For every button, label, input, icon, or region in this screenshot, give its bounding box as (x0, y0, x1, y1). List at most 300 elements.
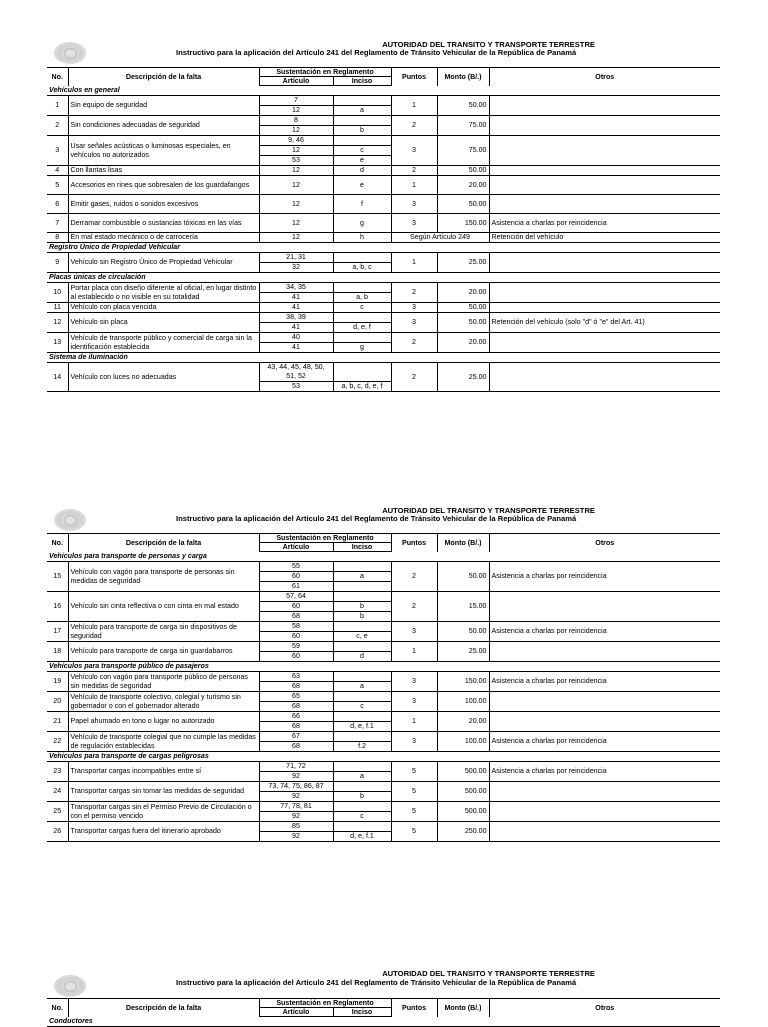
monto-cell: 250.00 (437, 822, 489, 842)
inciso-cell (333, 582, 391, 592)
puntos-cell: 3 (391, 313, 437, 333)
inciso-cell: a, b, c (333, 263, 391, 273)
otros-cell: Asistencia a charlas por reincidencia (489, 672, 720, 692)
authority-title: AUTORIDAD DEL TRANSITO Y TRANSPORTE TERRESTRE (382, 506, 595, 515)
puntos-cell: 3 (391, 214, 437, 233)
inciso-cell (333, 116, 391, 126)
inciso-cell: c (333, 812, 391, 822)
articulo-cell: 73, 74, 75, 86, 87 (259, 782, 333, 792)
inciso-cell: a (333, 682, 391, 692)
violation-description: Portar placa con diseño diferente al oficial, en lugar distinto al establecido o no visible en su totalidad (68, 283, 259, 303)
articulo-cell: 68 (259, 612, 333, 622)
monto-cell: 20.00 (437, 333, 489, 353)
violations-table (47, 533, 720, 842)
otros-cell (489, 283, 720, 303)
articulo-cell: 77, 78, 81 (259, 802, 333, 812)
row-number: 4 (47, 166, 68, 176)
section-title: Vehículos para transporte de cargas peligrosas (47, 752, 720, 762)
table-row (47, 214, 720, 233)
section-header-row (47, 552, 720, 562)
violation-description: Emitir gases, ruidos o sonidos excesivos (68, 195, 259, 214)
violation-description: Vehículo de transporte público y comercial de carga sin la identificación establecida (68, 333, 259, 353)
puntos-cell: 5 (391, 822, 437, 842)
table-row (47, 303, 720, 313)
otros-cell (489, 592, 720, 622)
inciso-cell: d, e, f.1 (333, 832, 391, 842)
row-number: 15 (47, 562, 68, 592)
table-row (47, 622, 720, 632)
document-subtitle: Instructivo para la aplicación del Artículo 241 del Reglamento de Tránsito Vehicular de la República de Panamá (176, 514, 577, 523)
puntos-cell: 2 (391, 363, 437, 392)
violation-description: Vehículo para transporte de carga sin guardabarros (68, 642, 259, 662)
row-number: 10 (47, 283, 68, 303)
inciso-cell (333, 642, 391, 652)
inciso-cell: b (333, 612, 391, 622)
violation-description: Vehículo sin placa (68, 313, 259, 333)
puntos-cell: 1 (391, 176, 437, 195)
inciso-cell (333, 136, 391, 146)
articulo-cell: 12 (259, 233, 333, 243)
articulo-cell: 32 (259, 263, 333, 273)
violations-table (47, 67, 720, 392)
articulo-cell: 61 (259, 582, 333, 592)
puntos-cell: 3 (391, 672, 437, 692)
row-number: 20 (47, 692, 68, 712)
table-row (47, 283, 720, 293)
column-header-monto: Monto (B/.) (437, 534, 489, 552)
violation-description: Vehículo sin Registro Único de Propiedad Vehicular (68, 253, 259, 273)
violation-description: Derramar combustible o sustancias tóxicas en las vías (68, 214, 259, 233)
inciso-cell (333, 283, 391, 293)
violation-description: Accesorios en rines que sobresalen de los guardafangos (68, 176, 259, 195)
puntos-cell: 2 (391, 116, 437, 136)
section-header-row (47, 752, 720, 762)
inciso-cell: d, e, f.1 (333, 722, 391, 732)
section-header-row (47, 273, 720, 283)
table-row (47, 166, 720, 176)
articulo-cell: 60 (259, 652, 333, 662)
row-number: 22 (47, 732, 68, 752)
table-row (47, 233, 720, 243)
articulo-cell: 34, 35 (259, 283, 333, 293)
column-header-monto: Monto (B/.) (437, 999, 489, 1017)
monto-cell: 50.00 (437, 195, 489, 214)
row-number: 24 (47, 782, 68, 802)
articulo-cell: 60 (259, 572, 333, 582)
puntos-cell: 3 (391, 732, 437, 752)
monto-cell: 150.00 (437, 672, 489, 692)
otros-cell (489, 802, 720, 822)
otros-cell (489, 782, 720, 802)
otros-cell (489, 363, 720, 392)
violation-description: Transportar cargas incompatibles entre sí (68, 762, 259, 782)
inciso-cell (333, 822, 391, 832)
table-row (47, 116, 720, 126)
row-number: 8 (47, 233, 68, 243)
inciso-cell (333, 762, 391, 772)
column-header-articulo: Artículo (259, 77, 333, 86)
articulo-cell: 41 (259, 323, 333, 333)
inciso-cell (333, 313, 391, 323)
otros-cell (489, 195, 720, 214)
table-row (47, 333, 720, 343)
articulo-cell: 12 (259, 146, 333, 156)
column-header-sustentacion: Sustentación en Reglamento (259, 534, 391, 543)
otros-cell: Asistencia a charlas por reincidencia (489, 762, 720, 782)
column-header-otros: Otros (489, 999, 720, 1017)
otros-cell: Asistencia a charlas por reincidencia (489, 562, 720, 592)
section-title: Placas únicas de circulación (47, 273, 720, 283)
violation-description: Vehículo de transporte colectivo, colegial y turismo sin gobernador o con el gobernador alterado (68, 692, 259, 712)
violation-description: En mal estado mecánico o de carrocería (68, 233, 259, 243)
violation-description: Vehículo con placa vencida (68, 303, 259, 313)
row-number: 17 (47, 622, 68, 642)
articulo-cell: 41 (259, 293, 333, 303)
otros-cell (489, 303, 720, 313)
otros-cell: Retención del vehículo (489, 233, 720, 243)
table-row (47, 762, 720, 772)
row-number: 7 (47, 214, 68, 233)
table-row (47, 592, 720, 602)
articulo-cell: 40 (259, 333, 333, 343)
row-number: 19 (47, 672, 68, 692)
row-number: 6 (47, 195, 68, 214)
monto-cell: 20.00 (437, 176, 489, 195)
table-row (47, 802, 720, 812)
articulo-cell: 7 (259, 96, 333, 106)
section-title: Vehículos para transporte de personas y carga (47, 552, 720, 562)
otros-cell (489, 96, 720, 116)
articulo-cell: 92 (259, 812, 333, 822)
puntos-cell: 2 (391, 283, 437, 303)
table-row (47, 96, 720, 106)
column-header-inciso: Inciso (333, 1008, 391, 1017)
inciso-cell (333, 592, 391, 602)
otros-cell (489, 822, 720, 842)
monto-cell: 75.00 (437, 116, 489, 136)
violation-description: Sin equipo de seguridad (68, 96, 259, 116)
monto-cell: 25.00 (437, 363, 489, 392)
column-header-puntos: Puntos (391, 999, 437, 1017)
puntos-cell: 2 (391, 592, 437, 622)
inciso-cell (333, 562, 391, 572)
column-header-otros: Otros (489, 534, 720, 552)
column-header-articulo: Artículo (259, 1008, 333, 1017)
inciso-cell: c, e (333, 632, 391, 642)
column-header-description: Descripción de la falta (68, 999, 259, 1017)
monto-cell: 100.00 (437, 732, 489, 752)
monto-cell: 50.00 (437, 303, 489, 313)
violation-description: Transportar cargas fuera del itinerario aprobado (68, 822, 259, 842)
puntos-cell: 1 (391, 96, 437, 116)
violation-description: Sin condiciones adecuadas de seguridad (68, 116, 259, 136)
articulo-cell: 38, 39 (259, 313, 333, 323)
row-number: 26 (47, 822, 68, 842)
penalty-reference: Según Artículo 249 (391, 233, 489, 243)
puntos-cell: 3 (391, 692, 437, 712)
puntos-cell: 1 (391, 253, 437, 273)
violation-description: Vehículo con vagón para transporte de personas sin medidas de seguridad (68, 562, 259, 592)
section-header-row (47, 243, 720, 253)
inciso-cell (333, 672, 391, 682)
section-header-row (47, 1017, 720, 1027)
violation-description: Papel ahumado en tono o lugar no autorizado (68, 712, 259, 732)
row-number: 3 (47, 136, 68, 166)
row-number: 21 (47, 712, 68, 732)
puntos-cell: 2 (391, 166, 437, 176)
table-row (47, 672, 720, 682)
column-header-no: No. (47, 68, 68, 86)
column-header-articulo: Artículo (259, 543, 333, 552)
document-subtitle: Instructivo para la aplicación del Artículo 241 del Reglamento de Tránsito Vehicular de la República de Panamá (176, 978, 577, 987)
violation-description: Vehículo de transporte colegial que no cumple las medidas de regulación establecidas (68, 732, 259, 752)
monto-cell: 25.00 (437, 642, 489, 662)
articulo-cell: 43, 44, 45, 48, 50, 51, 52 (259, 363, 333, 382)
articulo-cell: 92 (259, 832, 333, 842)
articulo-cell: 9, 46 (259, 136, 333, 146)
articulo-cell: 41 (259, 343, 333, 353)
inciso-cell: g (333, 214, 391, 233)
puntos-cell: 3 (391, 622, 437, 642)
row-number: 2 (47, 116, 68, 136)
violation-description: Vehículo con vagón para transporte público de personas sin medidas de seguridad (68, 672, 259, 692)
table-row (47, 363, 720, 382)
section-title: Sistema de iluminación (47, 353, 720, 363)
inciso-cell: b (333, 602, 391, 612)
inciso-cell: b (333, 792, 391, 802)
row-number: 9 (47, 253, 68, 273)
articulo-cell: 12 (259, 195, 333, 214)
inciso-cell: c (333, 146, 391, 156)
articulo-cell: 71, 72 (259, 762, 333, 772)
otros-cell: Asistencia a charlas por reincidencia (489, 622, 720, 642)
articulo-cell: 68 (259, 722, 333, 732)
inciso-cell (333, 96, 391, 106)
violation-description: Transportar cargas sin el Permiso Previo de Circulación o con el permiso vencido (68, 802, 259, 822)
inciso-cell: e (333, 156, 391, 166)
violation-description: Vehículo para transporte de carga sin dispositivos de seguridad (68, 622, 259, 642)
articulo-cell: 68 (259, 742, 333, 752)
column-header-description: Descripción de la falta (68, 534, 259, 552)
inciso-cell (333, 782, 391, 792)
table-row (47, 253, 720, 263)
puntos-cell: 5 (391, 802, 437, 822)
articulo-cell: 12 (259, 214, 333, 233)
inciso-cell: a, b (333, 293, 391, 303)
otros-cell (489, 642, 720, 662)
articulo-cell: 59 (259, 642, 333, 652)
articulo-cell: 58 (259, 622, 333, 632)
table-row (47, 692, 720, 702)
otros-cell: Asistencia a charlas por reincidencia (489, 732, 720, 752)
inciso-cell: d (333, 166, 391, 176)
articulo-cell: 60 (259, 602, 333, 612)
section-header-row (47, 662, 720, 672)
column-header-puntos: Puntos (391, 534, 437, 552)
violation-description: Usar señales acústicas o luminosas especiales, en vehículos no autorizados (68, 136, 259, 166)
column-header-monto: Monto (B/.) (437, 68, 489, 86)
table-row (47, 822, 720, 832)
puntos-cell: 1 (391, 712, 437, 732)
otros-cell (489, 116, 720, 136)
section-title: Vehículos para transporte público de pasajeros (47, 662, 720, 672)
monto-cell: 25.00 (437, 253, 489, 273)
otros-cell: Retención del vehículo (solo "d" ó "e" del Art. 41) (489, 313, 720, 333)
articulo-cell: 60 (259, 632, 333, 642)
puntos-cell: 3 (391, 303, 437, 313)
table-row (47, 313, 720, 323)
otros-cell (489, 176, 720, 195)
column-header-no: No. (47, 534, 68, 552)
row-number: 18 (47, 642, 68, 662)
otros-cell (489, 692, 720, 712)
articulo-cell: 53 (259, 156, 333, 166)
column-header-otros: Otros (489, 68, 720, 86)
inciso-cell: h (333, 233, 391, 243)
articulo-cell: 92 (259, 772, 333, 782)
inciso-cell (333, 333, 391, 343)
row-number: 25 (47, 802, 68, 822)
inciso-cell: d (333, 652, 391, 662)
monto-cell: 50.00 (437, 562, 489, 592)
section-title: Registro Único de Propiedad Vehicular (47, 243, 720, 253)
monto-cell: 50.00 (437, 166, 489, 176)
table-row (47, 136, 720, 146)
articulo-cell: 63 (259, 672, 333, 682)
table-row (47, 782, 720, 792)
column-header-no: No. (47, 999, 68, 1017)
otros-cell (489, 333, 720, 353)
coat-of-arms-seal-icon (54, 975, 86, 997)
inciso-cell: a, b, c, d, e, f (333, 382, 391, 392)
articulo-cell: 66 (259, 712, 333, 722)
table-row (47, 195, 720, 214)
articulo-cell: 8 (259, 116, 333, 126)
monto-cell: 500.00 (437, 802, 489, 822)
puntos-cell: 5 (391, 762, 437, 782)
section-title: Conductores (47, 1017, 720, 1027)
violation-description: Vehículo con luces no adecuadas (68, 363, 259, 392)
row-number: 16 (47, 592, 68, 622)
inciso-cell: c (333, 702, 391, 712)
column-header-sustentacion: Sustentación en Reglamento (259, 999, 391, 1008)
column-header-inciso: Inciso (333, 543, 391, 552)
monto-cell: 100.00 (437, 692, 489, 712)
inciso-cell (333, 712, 391, 722)
inciso-cell: a (333, 106, 391, 116)
otros-cell (489, 136, 720, 166)
section-header-row (47, 353, 720, 363)
inciso-cell: e (333, 176, 391, 195)
inciso-cell (333, 253, 391, 263)
articulo-cell: 92 (259, 792, 333, 802)
articulo-cell: 12 (259, 126, 333, 136)
row-number: 12 (47, 313, 68, 333)
column-header-puntos: Puntos (391, 68, 437, 86)
inciso-cell: c (333, 303, 391, 313)
inciso-cell (333, 692, 391, 702)
authority-title: AUTORIDAD DEL TRANSITO Y TRANSPORTE TERRESTRE (382, 40, 595, 49)
monto-cell: 50.00 (437, 622, 489, 642)
table-row (47, 176, 720, 195)
column-header-inciso: Inciso (333, 77, 391, 86)
coat-of-arms-seal-icon (54, 42, 86, 64)
puntos-cell: 2 (391, 333, 437, 353)
articulo-cell: 57, 64 (259, 592, 333, 602)
table-row (47, 642, 720, 652)
violation-description: Vehículo sin cinta reflectiva o con cinta en mal estado (68, 592, 259, 622)
row-number: 13 (47, 333, 68, 353)
articulo-cell: 53 (259, 382, 333, 392)
puntos-cell: 5 (391, 782, 437, 802)
otros-cell (489, 712, 720, 732)
table-row (47, 732, 720, 742)
violation-description: Transportar cargas sin tomar las medidas de seguridad (68, 782, 259, 802)
articulo-cell: 67 (259, 732, 333, 742)
articulo-cell: 55 (259, 562, 333, 572)
row-number: 14 (47, 363, 68, 392)
document-subtitle: Instructivo para la aplicación del Artículo 241 del Reglamento de Tránsito Vehicular de la República de Panamá (176, 48, 577, 57)
monto-cell: 500.00 (437, 782, 489, 802)
articulo-cell: 65 (259, 692, 333, 702)
articulo-cell: 12 (259, 166, 333, 176)
section-header-row (47, 86, 720, 96)
otros-cell (489, 253, 720, 273)
otros-cell (489, 166, 720, 176)
articulo-cell: 21, 31 (259, 253, 333, 263)
otros-cell: Asistencia a charlas por reincidencia (489, 214, 720, 233)
monto-cell: 150.00 (437, 214, 489, 233)
puntos-cell: 1 (391, 642, 437, 662)
inciso-cell: f (333, 195, 391, 214)
puntos-cell: 3 (391, 136, 437, 166)
column-header-description: Descripción de la falta (68, 68, 259, 86)
articulo-cell: 68 (259, 682, 333, 692)
monto-cell: 75.00 (437, 136, 489, 166)
articulo-cell: 12 (259, 106, 333, 116)
section-title: Vehículos en general (47, 86, 720, 96)
inciso-cell (333, 802, 391, 812)
articulo-cell: 41 (259, 303, 333, 313)
violations-table (47, 998, 720, 1027)
violation-description: Con llantas lisas (68, 166, 259, 176)
inciso-cell: g (333, 343, 391, 353)
inciso-cell: a (333, 772, 391, 782)
authority-title: AUTORIDAD DEL TRANSITO Y TRANSPORTE TERRESTRE (382, 969, 595, 978)
monto-cell: 20.00 (437, 712, 489, 732)
inciso-cell (333, 732, 391, 742)
articulo-cell: 85 (259, 822, 333, 832)
row-number: 1 (47, 96, 68, 116)
table-row (47, 712, 720, 722)
coat-of-arms-seal-icon (54, 509, 86, 531)
row-number: 23 (47, 762, 68, 782)
articulo-cell: 12 (259, 176, 333, 195)
inciso-cell: d, e, f (333, 323, 391, 333)
monto-cell: 500.00 (437, 762, 489, 782)
puntos-cell: 2 (391, 562, 437, 592)
row-number: 5 (47, 176, 68, 195)
inciso-cell (333, 363, 391, 382)
inciso-cell (333, 622, 391, 632)
table-row (47, 562, 720, 572)
monto-cell: 50.00 (437, 313, 489, 333)
row-number: 11 (47, 303, 68, 313)
monto-cell: 15.00 (437, 592, 489, 622)
monto-cell: 20.00 (437, 283, 489, 303)
monto-cell: 50.00 (437, 96, 489, 116)
inciso-cell: f.2 (333, 742, 391, 752)
